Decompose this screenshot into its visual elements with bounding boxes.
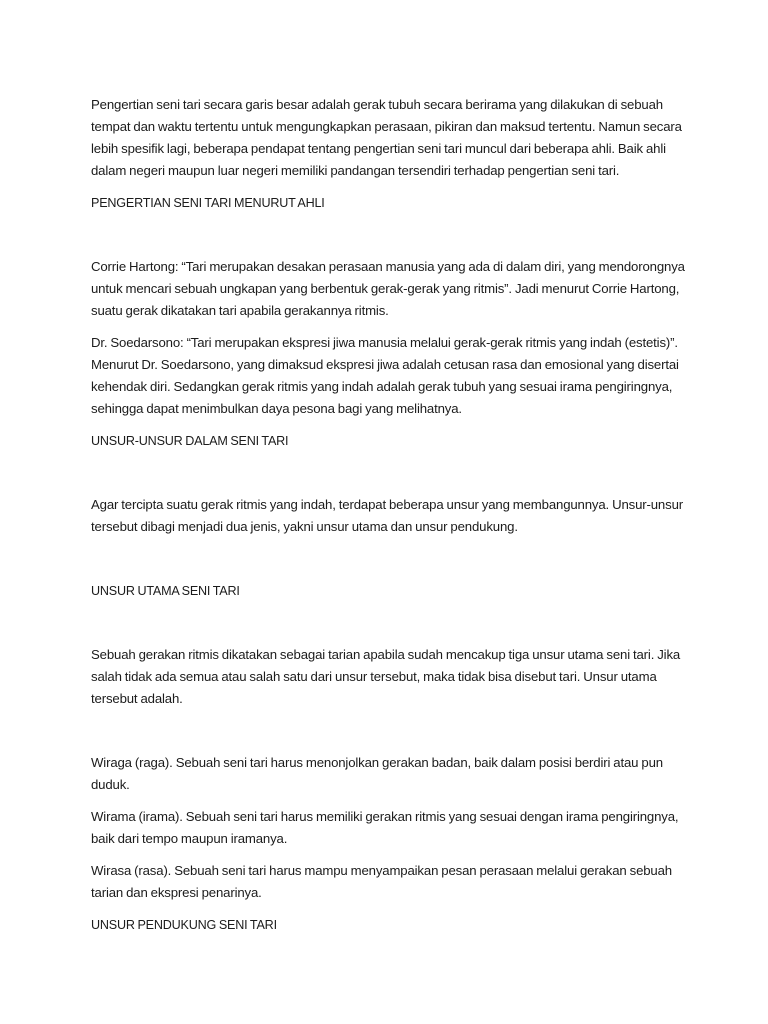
spacer xyxy=(91,538,691,580)
spacer xyxy=(91,182,691,192)
paragraph-wirasa: Wirasa (rasa). Sebuah seni tari harus mampu menyampaikan pesan perasaan melalui gerakan sebuah tarian dan ekspresi penarinya. xyxy=(91,863,672,900)
section-heading-unsur-utama: UNSUR UTAMA SENI TARI xyxy=(91,584,240,598)
spacer xyxy=(91,710,691,752)
paragraph-wiraga: Wiraga (raga). Sebuah seni tari harus menonjolkan gerakan badan, baik dalam posisi berdiri atau pun duduk. xyxy=(91,755,663,792)
spacer xyxy=(91,904,691,914)
spacer xyxy=(91,452,691,494)
paragraph-wirama: Wirama (irama). Sebuah seni tari harus memiliki gerakan ritmis yang sesuai dengan irama pengiringnya, baik dari tempo maupun iramanya. xyxy=(91,809,679,846)
paragraph-unsur-intro: Agar tercipta suatu gerak ritmis yang indah, terdapat beberapa unsur yang membangunnya. Unsur-unsur tersebut dibagi menjadi dua jenis, yakni unsur utama dan unsur pendukung. xyxy=(91,497,683,534)
paragraph-soedarsono: Dr. Soedarsono: “Tari merupakan ekspresi jiwa manusia melalui gerak-gerak ritmis yang indah (estetis)”. Menurut Dr. Soedarsono, yang dimaksud ekspresi jiwa adalah cetusan rasa dan emosional yang disertai kehendak diri. Sedangkan gerak ritmis yang indah adalah gerak tubuh yang sesuai irama pengiringnya, sehingga dapat menimbulkan daya pesona bagi yang melihatnya. xyxy=(91,335,679,416)
document-body xyxy=(91,94,691,936)
spacer xyxy=(91,850,691,860)
spacer xyxy=(91,322,691,332)
paragraph-corrie-hartong: Corrie Hartong: “Tari merupakan desakan perasaan manusia yang ada di dalam diri, yang mendorongnya untuk mencari sebuah ungkapan yang berbentuk gerak-gerak yang ritmis”. Jadi menurut Corrie Hartong, suatu gerak dikatakan tari apabila gerakannya ritmis. xyxy=(91,259,685,318)
paragraph-unsur-utama: Sebuah gerakan ritmis dikatakan sebagai tarian apabila sudah mencakup tiga unsur utama seni tari. Jika salah tidak ada semua atau salah satu dari unsur tersebut, maka tidak bisa disebut tari. Unsur utama tersebut adalah. xyxy=(91,647,681,706)
spacer xyxy=(91,420,691,430)
intro-paragraph: Pengertian seni tari secara garis besar adalah gerak tubuh secara berirama yang dilakukan di sebuah tempat dan waktu tertentu untuk mengungkapkan perasaan, pikiran dan maksud tertentu. Namun secara lebih spesifik lagi, beberapa pendapat tentang pengertian seni tari muncul dari beberapa ahli. Baik ahli dalam negeri maupun luar negeri memiliki pandangan tersendiri terhadap pengertian seni tari. xyxy=(91,97,682,178)
spacer xyxy=(91,602,691,644)
section-heading-unsur-pendukung: UNSUR PENDUKUNG SENI TARI xyxy=(91,918,277,932)
section-heading-pengertian-ahli: PENGERTIAN SENI TARI MENURUT AHLI xyxy=(91,196,325,210)
section-heading-unsur-unsur: UNSUR-UNSUR DALAM SENI TARI xyxy=(91,434,289,448)
spacer xyxy=(91,214,691,256)
spacer xyxy=(91,796,691,806)
